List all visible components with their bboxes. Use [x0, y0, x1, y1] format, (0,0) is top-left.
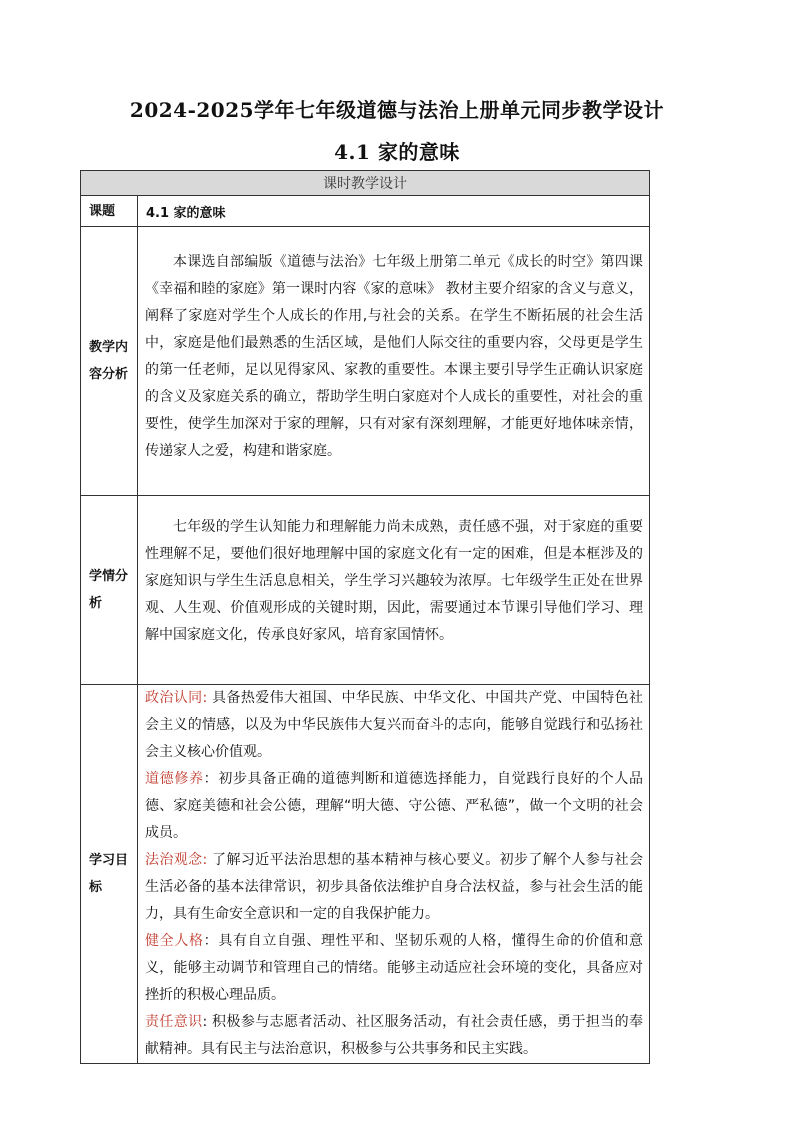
learning-goals-cell — [138, 685, 650, 1064]
content-analysis-cell — [138, 227, 650, 496]
lesson-plan-table — [80, 170, 650, 1064]
student-analysis-row — [81, 496, 650, 685]
goal-political-identity — [145, 685, 643, 766]
table-header: 课时教学设计 — [81, 171, 650, 196]
goal-sound-personality — [145, 928, 643, 1009]
goal-text: : 积极参与志愿者活动、社区服务活动，有社会责任感，勇于担当的奉献精神。具有民主与法治意识，积极参与公共事务和民主实践。 — [145, 1014, 643, 1057]
goal-label: 政治认同: — [145, 690, 208, 706]
topic-label: 课题 — [81, 196, 138, 227]
goal-text: 了解习近平法治思想的基本精神与核心要义。初步了解个人参与社会生活必备的基本法律常识，初步具备依法维护自身合法权益，参与社会生活的能力，具有生命安全意识和一定的自我保护能力。 — [145, 852, 644, 922]
goal-label: 责任意识 — [145, 1014, 203, 1030]
topic-value: 4.1 家的意味 — [138, 196, 650, 227]
goal-moral-cultivation — [145, 766, 643, 847]
goal-responsibility — [145, 1009, 643, 1063]
learning-goals-row — [81, 685, 650, 1064]
student-analysis-label: 学情分析 — [81, 496, 138, 685]
content-analysis-label: 教学内容分析 — [81, 227, 138, 496]
document-title: 2024-2025学年七年级道德与法治上册单元同步教学设计 — [129, 98, 665, 122]
learning-goals-label: 学习目标 — [81, 685, 138, 1064]
student-analysis-text: 七年级的学生认知能力和理解能力尚未成熟，责任感不强，对于家庭的重要性理解不足，要他们很好地理解中国的家庭文化有一定的困难，但是本框涉及的家庭知识与学生生活息息相关，学生学习兴趣较为浓厚。七年级学生正处在世界观、人生观、价值观形成的关键时期，因此，需要通过本节课引导他们学习、理解中国家庭文化，传承良好家风，培育家国情怀。 — [145, 519, 643, 643]
goal-label: 法治观念: — [145, 852, 208, 868]
document-subtitle: 4.1 家的意味 — [334, 140, 460, 164]
goal-text: ：初步具备正确的道德判断和道德选择能力，自觉践行良好的个人品德、家庭美德和社会公德，理解“明大德、守公德、严私德”，做一个文明的社会成员。 — [145, 771, 644, 841]
goal-label: 健全人格 — [145, 933, 204, 949]
student-analysis-cell — [138, 496, 650, 685]
table-header-row — [81, 171, 650, 196]
content-analysis-row — [81, 227, 650, 496]
goal-text: 具备热爱伟大祖国、中华民族、中华文化、中国共产党、中国特色社会主义的情感，以及为中华民族伟大复兴而奋斗的志向，能够自觉践行和弘扬社会主义核心价值观。 — [145, 690, 644, 760]
content-analysis-text: 本课选自部编版《道德与法治》七年级上册第二单元《成长的时空》第四课《幸福和睦的家庭》第一课时内容《家的意味》 教材主要介绍家的含义与意义，阐释了家庭对学生个人成长的作用,与社会的关系。在学生不断拓展的社会生活中，家庭是他们最熟悉的生活区域，是他们人际交往的重要内容，父母更是学生的第一任老师，足以见得家风、家教的重要性。本课主要引导学生正确认识家庭的含义及家庭关系的确立，帮助学生明白家庭对个人成长的重要性，对社会的重要性，使学生加深对于家的理解，只有对家有深刻理解，才能更好地体味亲情，传递家人之爱，构建和谐家庭。 — [145, 254, 643, 459]
goal-label: 道德修养 — [145, 771, 204, 787]
goal-text: ：具有自立自强、理性平和、坚韧乐观的人格，懂得生命的价值和意义，能够主动调节和管理自己的情绪。能够主动适应社会环境的变化，具备应对挫折的积极心理品质。 — [145, 933, 644, 1003]
goal-rule-of-law — [145, 847, 643, 928]
topic-row — [81, 196, 650, 227]
